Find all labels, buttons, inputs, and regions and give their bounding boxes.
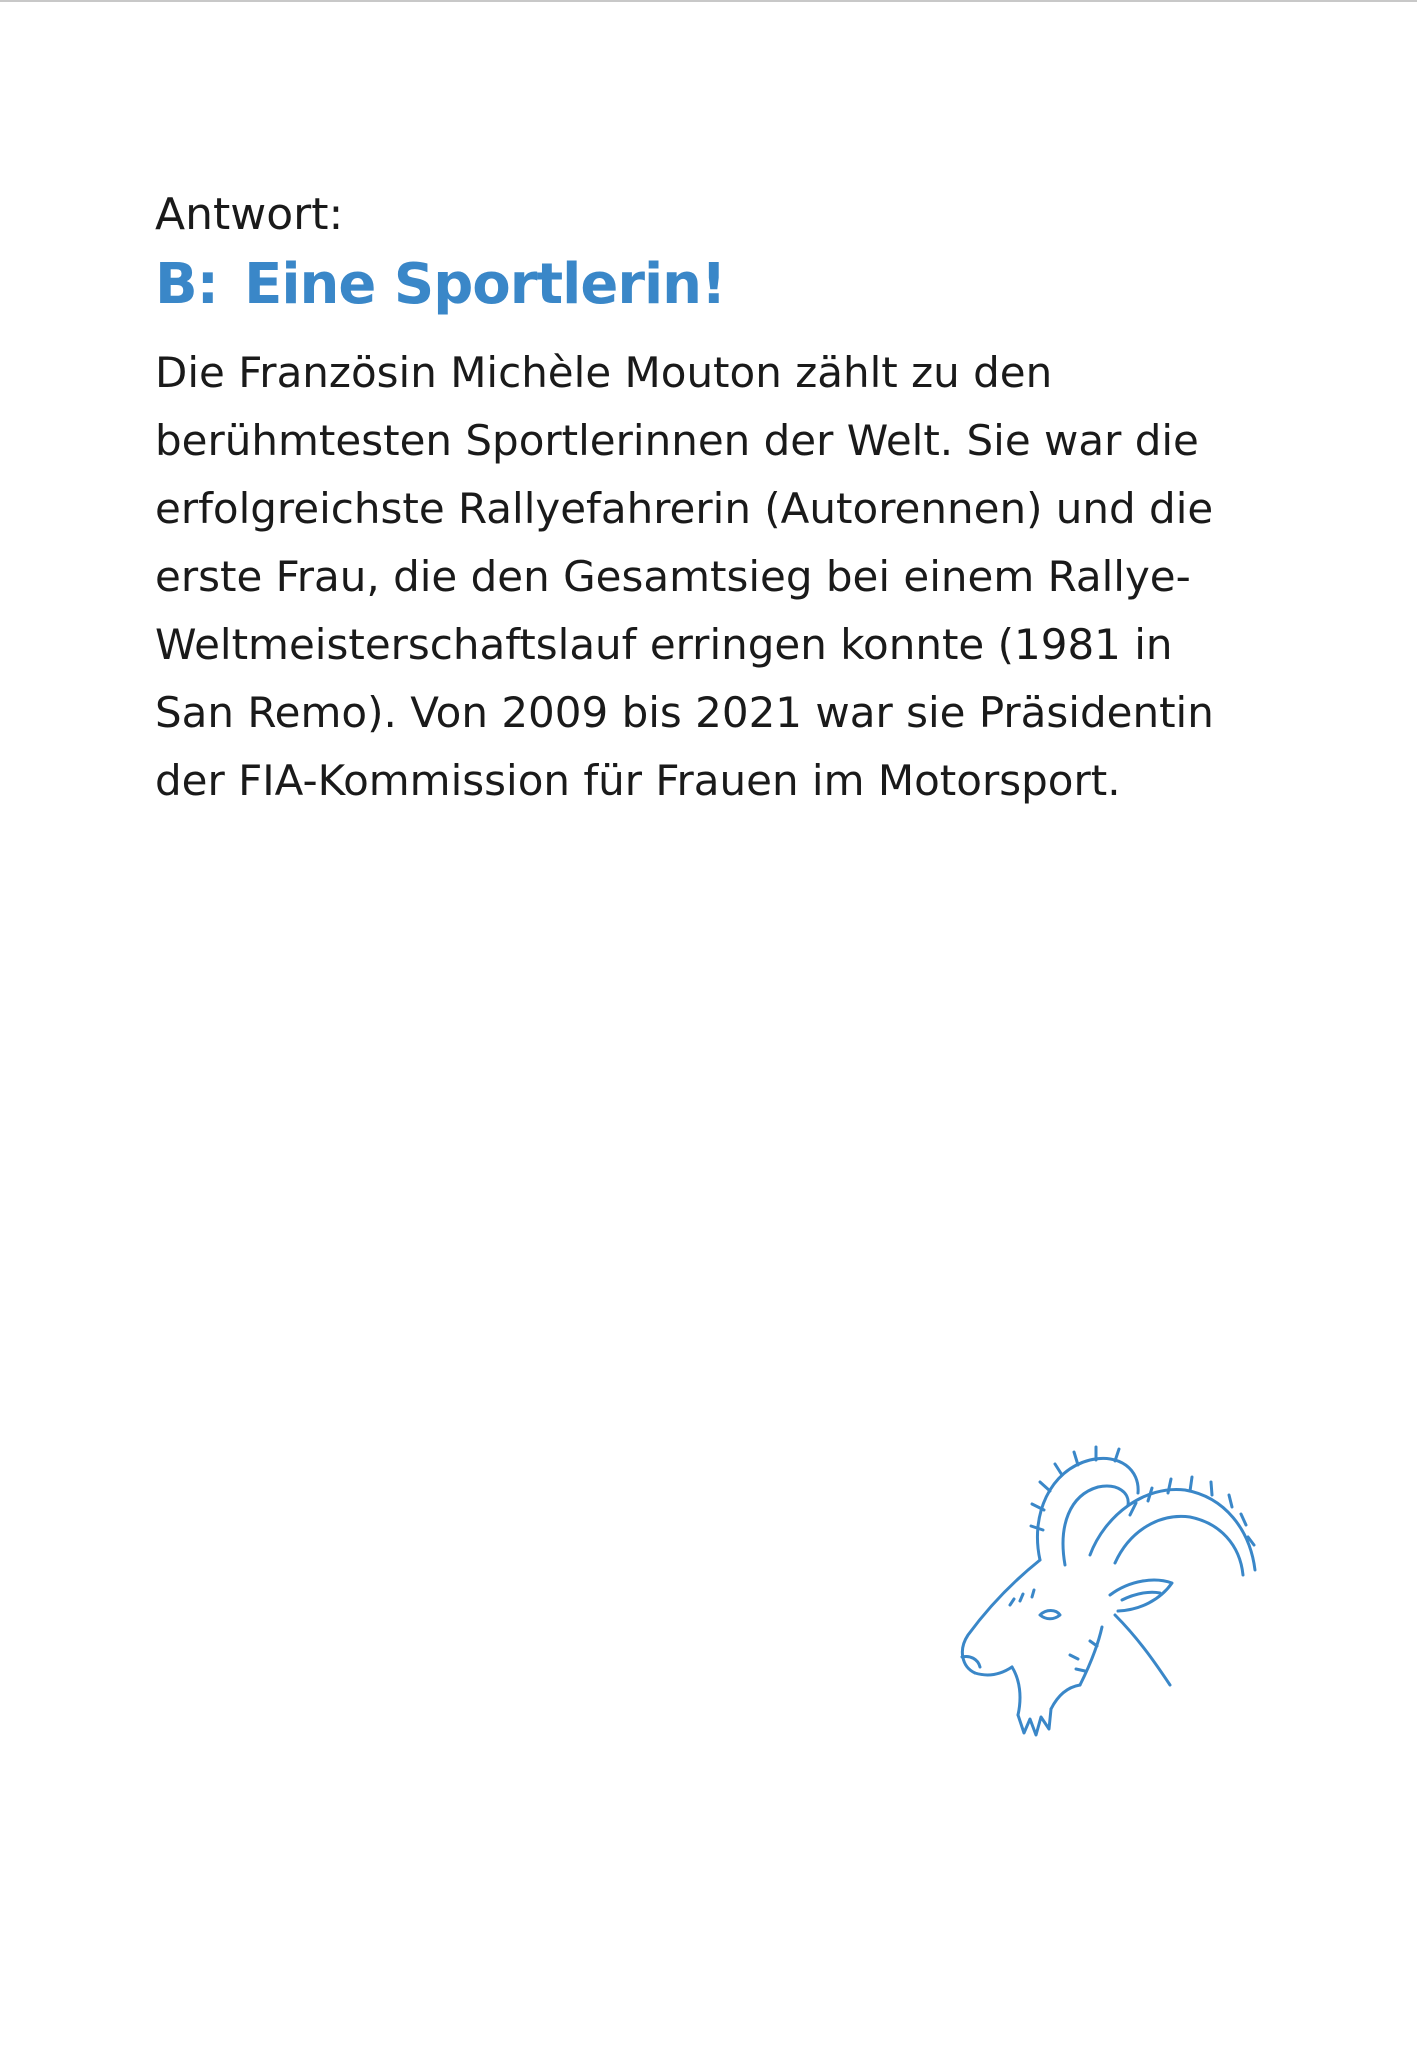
answer-card — [155, 185, 1285, 815]
ibex-head-icon — [940, 1405, 1290, 1755]
answer-label: Antwort: — [155, 189, 344, 240]
explanation-line: Die Französin Michèle Mouton zählt zu den — [155, 348, 1053, 397]
explanation-line: erfolgreichste Rallyefahrerin (Autorennen) und die — [155, 484, 1214, 533]
explanation-line: San Remo). Von 2009 bis 2021 war sie Präsidentin — [155, 688, 1214, 737]
explanation-line: berühmtesten Sportlerinnen der Welt. Sie war die — [155, 416, 1199, 465]
answer-text: Eine Sportlerin! — [244, 252, 726, 317]
page-top-border — [0, 0, 1417, 2]
answer-letter: B: — [155, 252, 219, 317]
answer-heading — [155, 245, 1285, 325]
explanation-paragraph — [155, 339, 1285, 815]
explanation-line: Weltmeisterschaftslauf erringen konnte (1981 in — [155, 620, 1173, 669]
explanation-line: der FIA-Kommission für Frauen im Motorsport. — [155, 756, 1121, 805]
explanation-line: erste Frau, die den Gesamtsieg bei einem Rallye- — [155, 552, 1191, 601]
